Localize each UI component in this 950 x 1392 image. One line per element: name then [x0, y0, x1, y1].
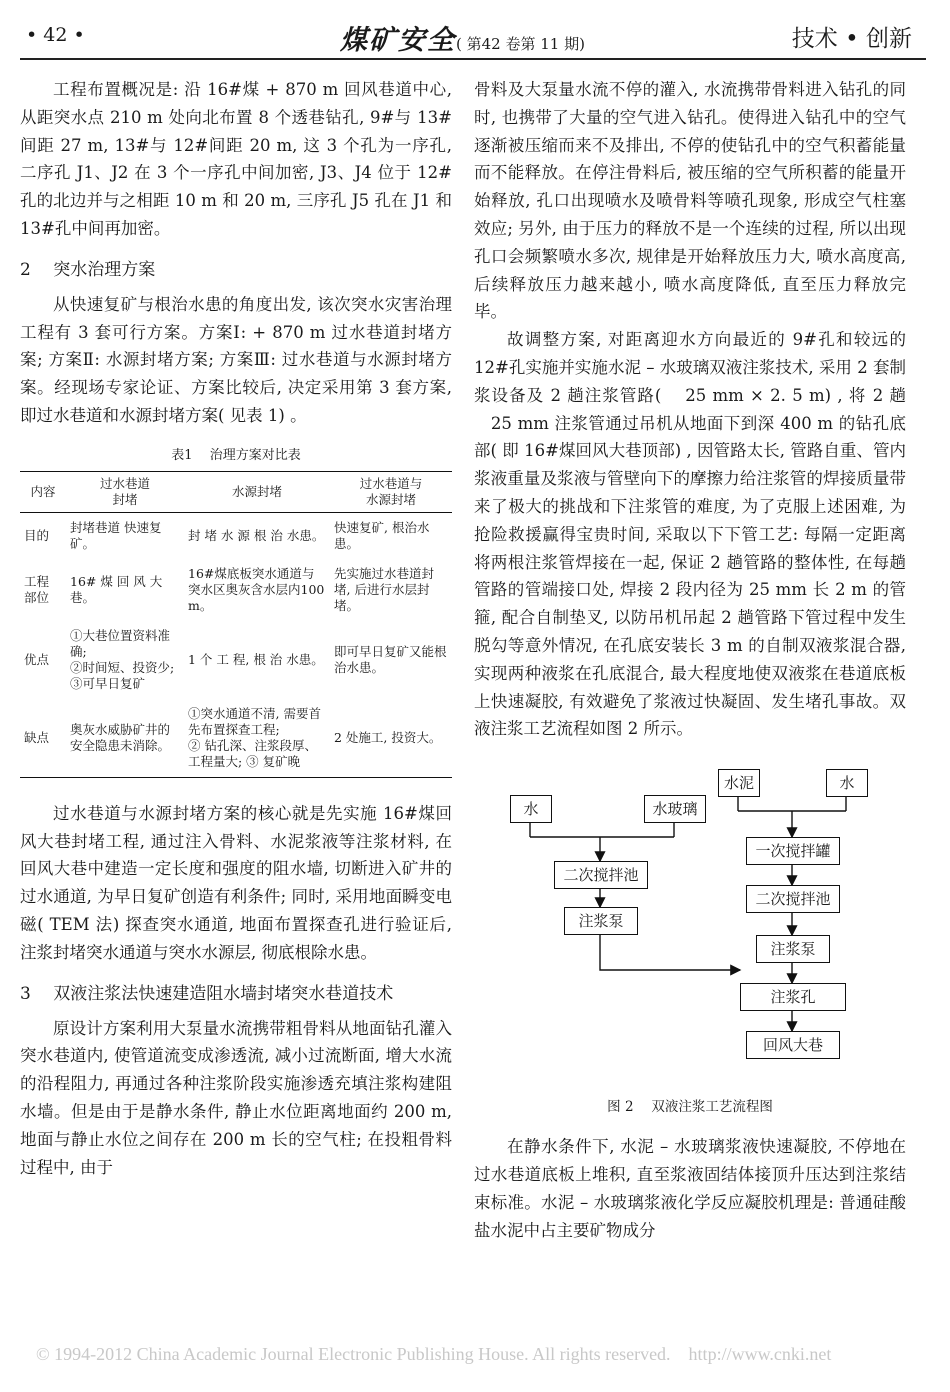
grouting-pump-box-left: 注浆泵 [564, 907, 638, 935]
table-cell: 1 个 工 程, 根 治 水患。 [188, 651, 324, 667]
section-heading-2: 2 突水治理方案 [20, 259, 156, 280]
table-header-cell: 过水巷道 封堵 [66, 471, 184, 512]
table-cell: ①突水通道不清, 需要首先布置探查工程; ② 钻孔深、注浆段厚、工程量大; ③ 复矿晚 [184, 699, 330, 778]
table-caption: 表1 治理方案对比表 [171, 447, 301, 463]
table-cell: 工程 部位 [24, 573, 50, 605]
table-row [20, 699, 452, 778]
section-heading-3: 3 双液注浆法快速建造阻水墙封堵突水巷道技术 [20, 983, 394, 1004]
table-cell: 封 堵 水 源 根 治 水患。 [188, 527, 325, 543]
table-cell: 16#煤底板突水通道与突水区奥灰含水层内100 m。 [188, 565, 325, 613]
table-cell: ①大巷位置资料准确; ②时间短、投资少; ③可早日复矿 [70, 627, 175, 691]
journal-title [340, 18, 585, 57]
copyright-footer: © 1994-2012 China Academic Journal Electronic Publishing House. All rights reserved. http://www.cnki.net [36, 1344, 832, 1364]
journal-issue: ( 第42 卷第 11 期) [456, 35, 585, 53]
table-row [20, 512, 452, 559]
section-label: 技术 • 创新 [791, 26, 912, 52]
journal-logo: 煤矿安全 [340, 25, 456, 56]
paragraph: 工程布置概况是: 沿 16#煤 + 870 m 回风巷道中心, 从距突水点 210 m 处向北布置 8 个透巷钻孔, 9#与 13#间距 27 m, 13#与 12#间距 20 m, 这 3 个孔为一序孔, 二序孔 J1、J2 在 3 个一序孔中间加密, J3、J4 位于 12#孔的北边并与之相距 10 m 和 20 m, 三序孔 J5 孔在 J1 和 13#孔中间再加密。 [20, 80, 452, 238]
table-cell: 目的 [24, 527, 50, 543]
paragraph: 从快速复矿与根治水患的角度出发, 该次突水灾害治理工程有 3 套可行方案。方案Ⅰ: + 870 m 过水巷道封堵方案; 方案Ⅱ: 水源封堵方案; 方案Ⅲ: 过水巷道与水源封堵方案。经现场专家论证、方案比较后, 决定采用第 3 套方案, 即过水巷道和水源封堵方案( 见表 1) 。 [20, 294, 452, 425]
table-header-cell: 过水巷道与 水源封堵 [330, 471, 452, 512]
table-cell: 先实施过水巷道封堵, 后进行水层封堵。 [334, 565, 435, 613]
paragraph: 故调整方案, 对距离迎水方向最近的 9#孔和较远的 12#孔实施并实施水泥 – 水玻璃双液注浆技术, 采用 2 套制浆设备及 2 趟注浆管路( 25 mm × 2. 5 m) , 将 2 趟 25 mm 注浆管通过吊机从地面下到深 400 m 的钻孔底部( 即 16#煤回风大巷顶部) , 因管路太长, 管路自重、管内浆液重量及浆液与管壁向下的摩擦力给注浆管的焊接质量带来了极大的挑战和下注浆管的难度, 为了克服上述困难, 为抢险救援赢得宝贵时间, 采取以下下管工艺: 每隔一定距离将两根注浆管焊接在一起, 保证 2 趟管路的整体性, 在每趟管路的管端接口处, 焊接 2 段内径为 25 mm 长 2 m 的管箍, 配合自制垫叉, 以防吊机吊起 2 趟管路下管过程中发生脱勾等意外情况, 在孔底安装长 3 m 的自制双液浆混合器, 实现两种液浆在孔底混合, 最大程度地使双液浆在巷道底板上快速凝胶, 有效避免了浆液过快凝固、发生堵孔事故。双液注浆工艺流程如图 2 所示。 [474, 330, 906, 739]
primary-mixing-tank-box: 一次搅拌罐 [746, 837, 840, 865]
left-column [20, 76, 452, 1181]
flowchart-figure [474, 763, 906, 1085]
return-air-roadway-box: 回风大巷 [746, 1031, 840, 1059]
secondary-mixing-pool-box-left: 二次搅拌池 [554, 861, 648, 889]
table-cell: 优点 [24, 651, 50, 667]
header-rule [20, 58, 926, 60]
paragraph: 过水巷道与水源封堵方案的核心就是先实施 16#煤回风大巷封堵工程, 通过注入骨料、水泥浆液等注浆材料, 在回风大巷中建造一定长度和强度的阻水墙, 切断进入矿井的过水通道, 为早日复矿创造有利条件; 同时, 采用地面瞬变电磁( TEM 法) 探查突水通道, 地面布置探查孔进行验证后, 注浆封堵突水通道与突水水源层, 彻底根除水患。 [20, 803, 452, 962]
table-row [20, 559, 452, 621]
right-column [474, 76, 906, 1244]
table-cell: 即可早日复矿又能根治水患。 [334, 643, 447, 675]
water-box-right: 水 [826, 769, 868, 797]
table-header-cell: 内容 [20, 471, 66, 512]
page-number: • 42 • [26, 24, 85, 46]
table-cell: 奥灰水威胁矿井的安全隐患未消除。 [66, 699, 184, 778]
table-cell: 缺点 [20, 699, 66, 778]
figure-caption: 图 2 双液注浆工艺流程图 [607, 1099, 773, 1116]
grouting-hole-box: 注浆孔 [740, 983, 846, 1011]
table-header-row [20, 471, 452, 512]
table-cell: 2 处施工, 投资大。 [330, 699, 452, 778]
cement-box: 水泥 [718, 769, 760, 797]
paragraph: 骨料及大泵量水流不停的灌入, 水流携带骨料进入钻孔的同时, 也携带了大量的空气进入钻孔。使得进入钻孔中的空气逐渐被压缩而来不及排出, 不停的使钻孔中的空气积蓄能量而不能释放。在停注骨料后, 被压缩的空气所积蓄的能量开始释放, 孔口出现喷水及喷骨料等喷孔现象, 形成空气柱塞效应; 另外, 由于压力的释放不是一个连续的过程, 所以出现孔口会频繁喷水多次, 规律是开始释放压力大, 喷水高度高, 后续释放压力越来越小, 喷水高度降低, 直至压力释放完毕。 [474, 80, 906, 322]
comparison-table [20, 471, 452, 778]
water-glass-box: 水玻璃 [644, 795, 706, 823]
table-cell: 16# 煤 回 风 大巷。 [70, 573, 163, 605]
table-cell: 快速复矿, 根治水患。 [334, 519, 430, 551]
grouting-pump-box-right: 注浆泵 [756, 935, 830, 963]
page-header [20, 14, 926, 58]
paragraph: 原设计方案利用大泵量水流携带粗骨料从地面钻孔灌入突水巷道内, 使管道流变成渗透流, 减小过流断面, 增大水流的沿程阻力, 再通过各种注浆阶段实施渗透充填注浆构建阻水墙。但是由于是静水条件, 静止水位距离地面约 200 m, 地面与静止水位之间存在 200 m 长的空气柱; 在投粗骨料过程中, 由于 [20, 1018, 452, 1177]
secondary-mixing-pool-box-right: 二次搅拌池 [746, 885, 840, 913]
paragraph: 在静水条件下, 水泥 – 水玻璃浆液快速凝胶, 不停地在过水巷道底板上堆积, 直至浆液固结体接顶升压达到注浆结束标准。水泥 – 水玻璃浆液化学反应凝胶机理是: 普通硅酸盐水泥中占主要矿物成分 [474, 1137, 906, 1240]
table-header-cell: 水源封堵 [184, 471, 330, 512]
table-row [20, 621, 452, 699]
table-cell: 封堵巷道 快速复矿。 [70, 519, 162, 551]
water-box-left: 水 [510, 795, 552, 823]
